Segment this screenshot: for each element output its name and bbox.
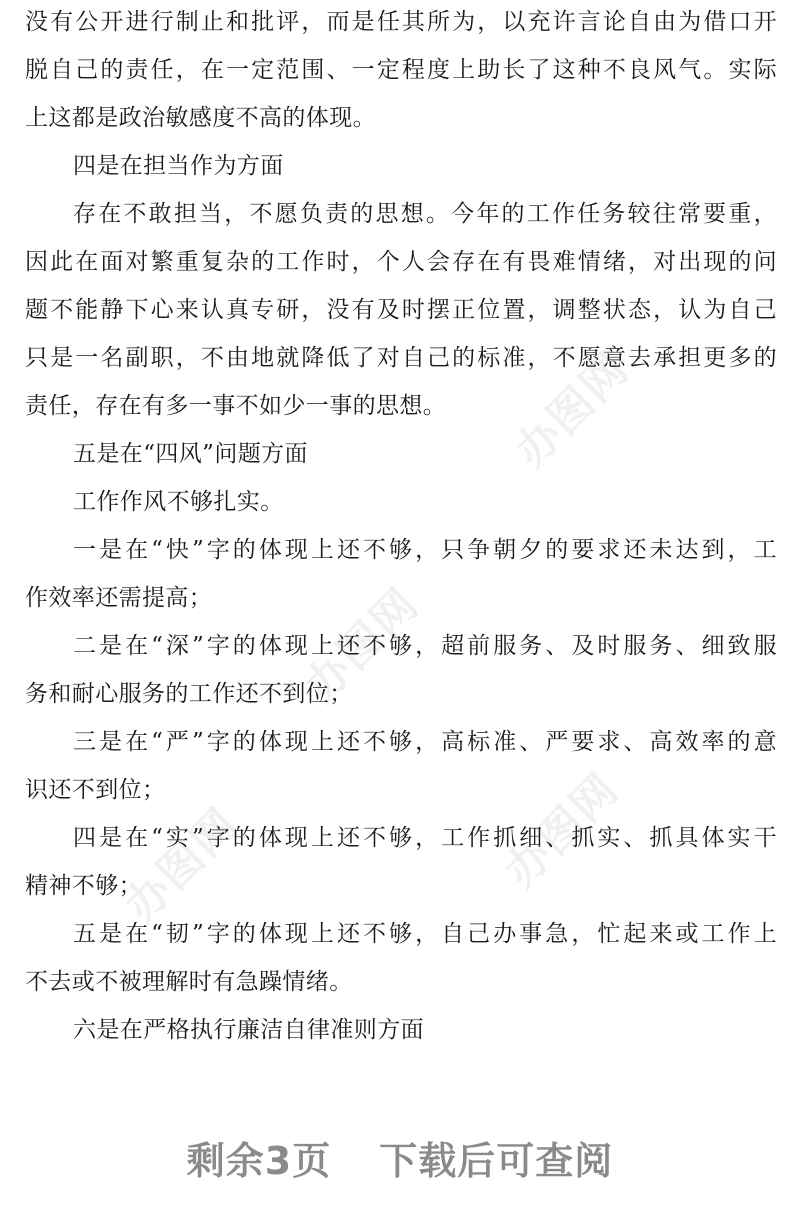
body-line: 三是在“严”字的体现上还不够，高标准、严要求、高效率的意 bbox=[73, 729, 777, 755]
body-line: 二是在“深”字的体现上还不够，超前服务、及时服务、细致服 bbox=[73, 633, 777, 659]
remaining-pages-label: 剩余3页 bbox=[186, 1139, 332, 1183]
body-line: 识还不到位； bbox=[25, 777, 166, 803]
watermark: 办图网 bbox=[115, 798, 250, 933]
body-line: 只是一名副职，不由地就降低了对自己的标准，不愿意去承担更多的 bbox=[25, 345, 777, 371]
body-line: 作效率还需提高； bbox=[25, 585, 213, 611]
body-line: 务和耐心服务的工作还不到位； bbox=[25, 681, 353, 707]
body-line: 因此在面对繁重复杂的工作时，个人会存在有畏难情绪，对出现的问 bbox=[25, 249, 777, 275]
watermark: 办图网 bbox=[295, 578, 430, 713]
download-prompt-label: 下载后可查阅 bbox=[379, 1139, 614, 1183]
body-line: 四是在“实”字的体现上还不够，工作抓细、抓实、抓具体实干 bbox=[73, 825, 777, 851]
download-banner[interactable] bbox=[0, 1130, 800, 1185]
body-line: 不去或不被理解时有急躁情绪。 bbox=[25, 969, 353, 995]
section-heading: 六是在严格执行廉洁自律准则方面 bbox=[73, 1017, 424, 1043]
body-line: 脱自己的责任，在一定范围、一定程度上助长了这种不良风气。实际 bbox=[25, 57, 777, 83]
body-line: 存在不敢担当，不愿负责的思想。今年的工作任务较往常要重， bbox=[73, 201, 777, 227]
section-heading: 五是在“四风”问题方面 bbox=[73, 441, 308, 467]
body-line: 精神不够； bbox=[25, 873, 142, 899]
body-line: 责任，存在有多一事不如少一事的思想。 bbox=[25, 393, 447, 419]
body-line: 没有公开进行制止和批评，而是任其所为，以充许言论自由为借口开 bbox=[25, 9, 777, 35]
watermark: 办图网 bbox=[495, 763, 630, 898]
body-line: 五是在“韧”字的体现上还不够，自己办事急，忙起来或工作上 bbox=[73, 921, 777, 947]
body-line: 工作作风不够扎实。 bbox=[73, 489, 284, 515]
body-line: 一是在“快”字的体现上还不够，只争朝夕的要求还未达到，工 bbox=[73, 537, 777, 563]
body-line: 题不能静下心来认真专研，没有及时摆正位置，调整状态，认为自己 bbox=[25, 297, 777, 323]
section-heading: 四是在担当作为方面 bbox=[73, 153, 284, 179]
watermark: 办图网 bbox=[505, 343, 640, 478]
body-line: 上这都是政治敏感度不高的体现。 bbox=[25, 105, 376, 131]
